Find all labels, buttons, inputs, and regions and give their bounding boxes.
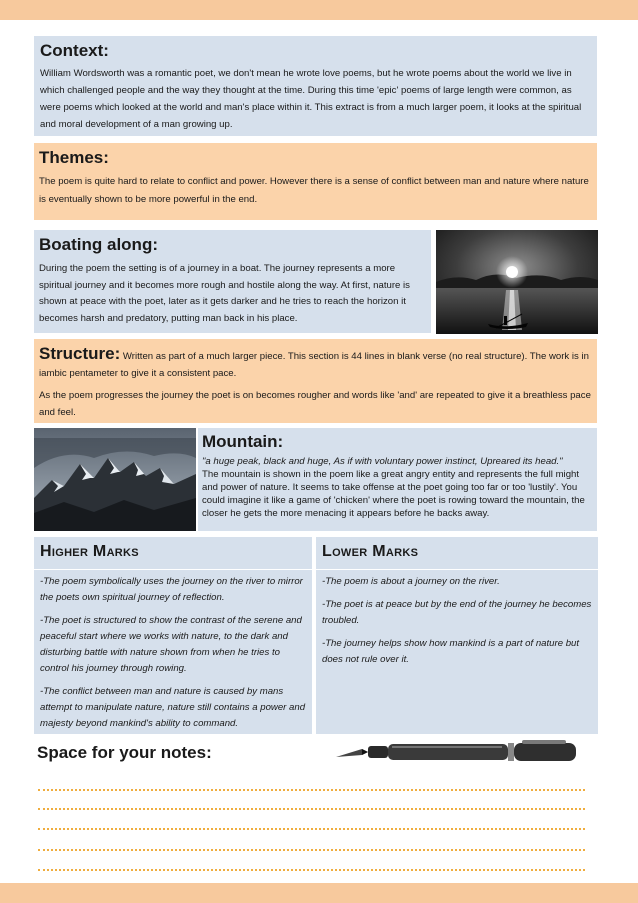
- structure-text-1: Written as part of a much larger piece. This section is 44 lines in blank verse (no real structure). The work is in iambic pentameter to give it a consistent pace.: [39, 351, 589, 379]
- structure-text-2: As the poem progresses the journey the poet is on becomes rougher and words like 'and' are repeated to give it a breathless pace and feel.: [39, 390, 591, 418]
- structure-title: Structure:: [39, 344, 121, 363]
- boat-moon-image: [436, 230, 598, 334]
- context-title: Context:: [40, 41, 109, 60]
- themes-title: Themes:: [39, 148, 109, 167]
- boating-title: Boating along:: [39, 235, 158, 254]
- mountain-text: The mountain is shown in the poem like a great angry entity and represents the full might and power of nature. It seems to take offense at the poet going too far or too 'lustily'. You could imagine it like a game of 'chicken' where the poet is rowing toward the mountain, the closer he gets the more menacing it appears before he backs away.: [202, 469, 585, 519]
- mountain-quote: "a huge peak, black and huge, As if with voluntary power instinct, Upreared its head.": [202, 456, 563, 467]
- mountain-title: Mountain:: [202, 432, 284, 451]
- notes-line[interactable]: [38, 808, 585, 810]
- themes-text: The poem is quite hard to relate to conflict and power. However there is a sense of conflict between man and nature where nature is eventually shown to be more powerful in the end.: [39, 176, 589, 205]
- mountain-box: [198, 428, 597, 531]
- higher-mark-item: -The poem symbolically uses the journey on the river to mirror the poets own spiritual journey of reflection.: [40, 576, 303, 603]
- bottom-band: [0, 883, 638, 903]
- structure-box: [34, 339, 597, 423]
- lower-marks-box: [316, 537, 598, 734]
- notes-line[interactable]: [38, 828, 585, 830]
- context-text: William Wordsworth was a romantic poet, we don't mean he wrote love poems, but he wrote poems about the world we live in which challenged people and the way they thought at the time. During this time 'epic' poems of large length were common, as were poems which looked at the world and man's place within it. This extract is from a much larger poem, it looks at the spiritual and moral development of a man growing up.: [40, 68, 582, 130]
- mountain-image: [34, 428, 196, 531]
- higher-mark-item: -The poet is structured to show the contrast of the serene and peaceful start where we works with nature, to the dark and disturbing battle with nature shown from when he tries to control his journey through rowing.: [40, 615, 302, 674]
- lower-mark-item: -The poet is at peace but by the end of the journey he becomes troubled.: [322, 599, 592, 626]
- notes-line[interactable]: [38, 849, 585, 851]
- lower-mark-item: -The poem is about a journey on the river.: [322, 576, 500, 587]
- notes-line[interactable]: [38, 789, 585, 791]
- themes-box: [34, 143, 597, 220]
- higher-marks-title: Higher Marks: [40, 543, 139, 560]
- higher-mark-item: -The conflict between man and nature is caused by mans attempt to manipulate nature, nature still contains a power and majesty beyond mankind's ability to command.: [40, 686, 306, 729]
- notes-title: Space for your notes:: [37, 743, 212, 762]
- lower-mark-item: -The journey helps show how mankind is a part of nature but does not rule over it.: [322, 638, 580, 665]
- top-band: [0, 0, 638, 20]
- notes-line[interactable]: [38, 869, 585, 871]
- boating-box: [34, 230, 431, 333]
- higher-marks-box: [34, 537, 312, 734]
- lower-marks-title: Lower Marks: [322, 543, 419, 560]
- fountain-pen-image: [332, 733, 592, 770]
- boating-text: During the poem the setting is of a journey in a boat. The journey represents a more spiritual journey and it becomes more rough and hostile along the way. At first, nature is shown at peace with the poet, later as it gets darker and he tries to reach the horizon it becomes harsh and predatory, putting man back in his place.: [39, 263, 410, 324]
- context-box: [34, 36, 597, 136]
